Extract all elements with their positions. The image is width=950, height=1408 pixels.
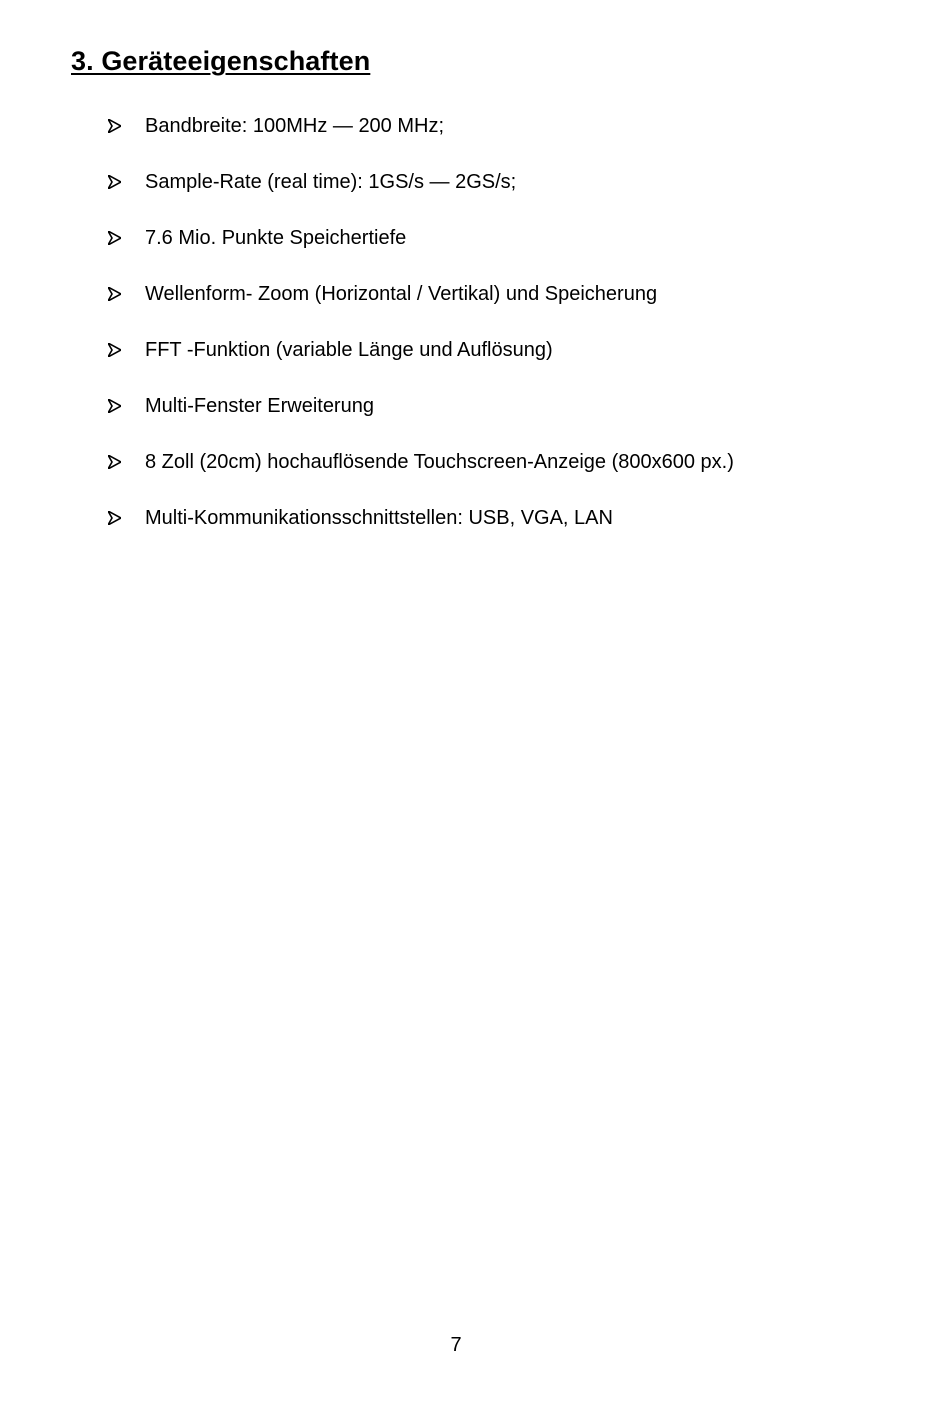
- arrowhead-bullet-icon: [108, 455, 145, 469]
- page-number: 7: [450, 1334, 462, 1356]
- list-item: [108, 112, 734, 140]
- arrowhead-bullet-icon: [108, 119, 145, 133]
- arrowhead-bullet-icon: [108, 511, 145, 525]
- list-item: [108, 504, 734, 532]
- feature-text: Wellenform- Zoom (Horizontal / Vertikal) und Speicherung: [145, 282, 658, 305]
- arrowhead-bullet-icon: [108, 399, 145, 413]
- list-item: [108, 448, 734, 476]
- feature-text: Sample-Rate (real time): 1GS/s — 2GS/s;: [145, 170, 517, 193]
- list-item: [108, 392, 734, 420]
- feature-text: Multi-Kommunikationsschnittstellen: USB, VGA, LAN: [145, 506, 613, 529]
- page-title: 3. Geräteeigenschaften: [71, 46, 371, 76]
- arrowhead-bullet-icon: [108, 287, 145, 301]
- feature-text: 7.6 Mio. Punkte Speichertiefe: [145, 226, 407, 249]
- list-item: [108, 224, 734, 252]
- list-item: [108, 280, 734, 308]
- feature-list: [108, 112, 734, 560]
- arrowhead-bullet-icon: [108, 343, 145, 357]
- feature-text: FFT -Funktion (variable Länge und Auflösung): [145, 338, 553, 361]
- feature-text: Bandbreite: 100MHz — 200 MHz;: [145, 114, 445, 137]
- list-item: [108, 336, 734, 364]
- arrowhead-bullet-icon: [108, 175, 145, 189]
- list-item: [108, 168, 734, 196]
- feature-text: Multi-Fenster Erweiterung: [145, 394, 374, 417]
- arrowhead-bullet-icon: [108, 231, 145, 245]
- feature-text: 8 Zoll (20cm) hochauflösende Touchscreen-Anzeige (800x600 px.): [145, 450, 734, 473]
